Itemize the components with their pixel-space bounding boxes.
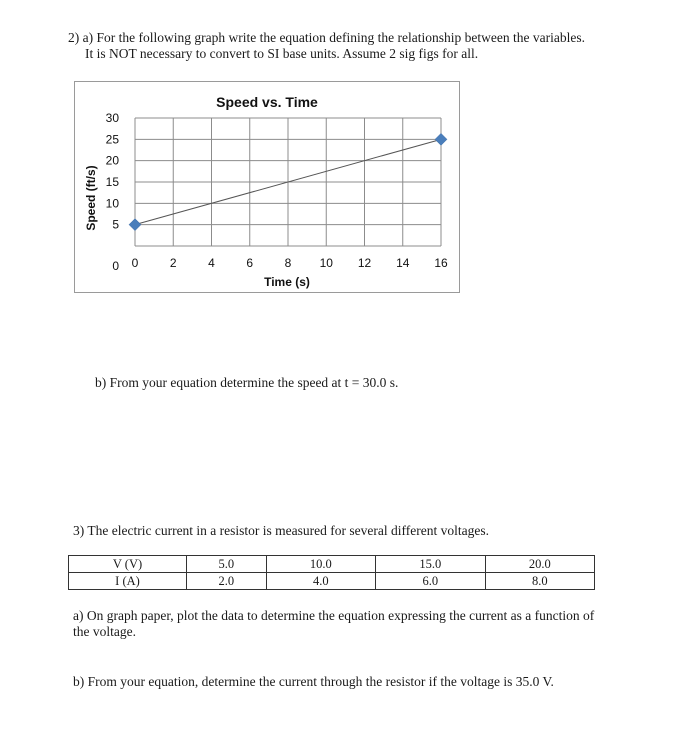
x-tick-label: 4 [208,256,215,270]
table-cell: 10.0 [266,556,375,573]
chart-title: Speed vs. Time [216,94,318,110]
q2-line2: It is NOT necessary to convert to SI base units. Assume 2 sig figs for all. [85,46,479,61]
x-tick-label: 0 [131,256,139,270]
q2-line1: 2) a) For the following graph write the equation defining the relationship between the variables. [68,30,585,45]
y-tick-label: 0 [112,259,119,273]
x-tick-label: 16 [434,256,448,270]
table-cell: 5.0 [187,556,267,573]
table-row-label: I (A) [69,573,187,590]
x-tick-label: 10 [319,256,333,270]
data-point-marker [435,133,447,145]
chart-svg [75,82,459,292]
table-row-label: V (V) [69,556,187,573]
table-row [69,573,595,590]
x-axis-label: Time (s) [264,275,310,289]
y-tick-label: 20 [105,153,119,168]
y-tick-labels [106,111,120,273]
x-tick-label: 8 [284,256,292,270]
voltage-current-table [68,555,595,590]
table-cell: 6.0 [376,573,485,590]
y-tick-label: 10 [105,196,119,211]
q3-part-b: b) From your equation, determine the current through the resistor if the voltage is 35.0 V. [73,674,554,689]
y-tick-label: 5 [112,217,119,232]
data-point-marker [129,219,141,231]
table-cell: 15.0 [376,556,485,573]
x-tick-label: 12 [357,256,372,270]
x-tick-labels [132,256,448,270]
table-cell: 20.0 [485,556,595,573]
speed-time-chart [74,81,460,293]
table-cell: 8.0 [485,573,595,590]
table-cell: 4.0 [266,573,375,590]
y-tick-label: 30 [105,111,119,125]
q3-part-a-line2: the voltage. [73,624,136,639]
x-tick-label: 14 [396,256,410,270]
x-tick-label: 2 [169,256,177,270]
q3-part-a-line1: a) On graph paper, plot the data to determine the equation expressing the current as a function of [73,608,595,623]
table-cell: 2.0 [187,573,267,590]
q3-intro: 3) The electric current in a resistor is measured for several different voltages. [73,523,489,538]
table-row [69,556,595,573]
y-tick-label: 25 [105,132,119,147]
y-axis-label: Speed (ft/s) [84,165,98,231]
q2-part-b: b) From your equation determine the speed at t = 30.0 s. [95,375,399,390]
y-tick-label: 15 [105,175,119,189]
x-tick-label: 6 [246,256,254,270]
